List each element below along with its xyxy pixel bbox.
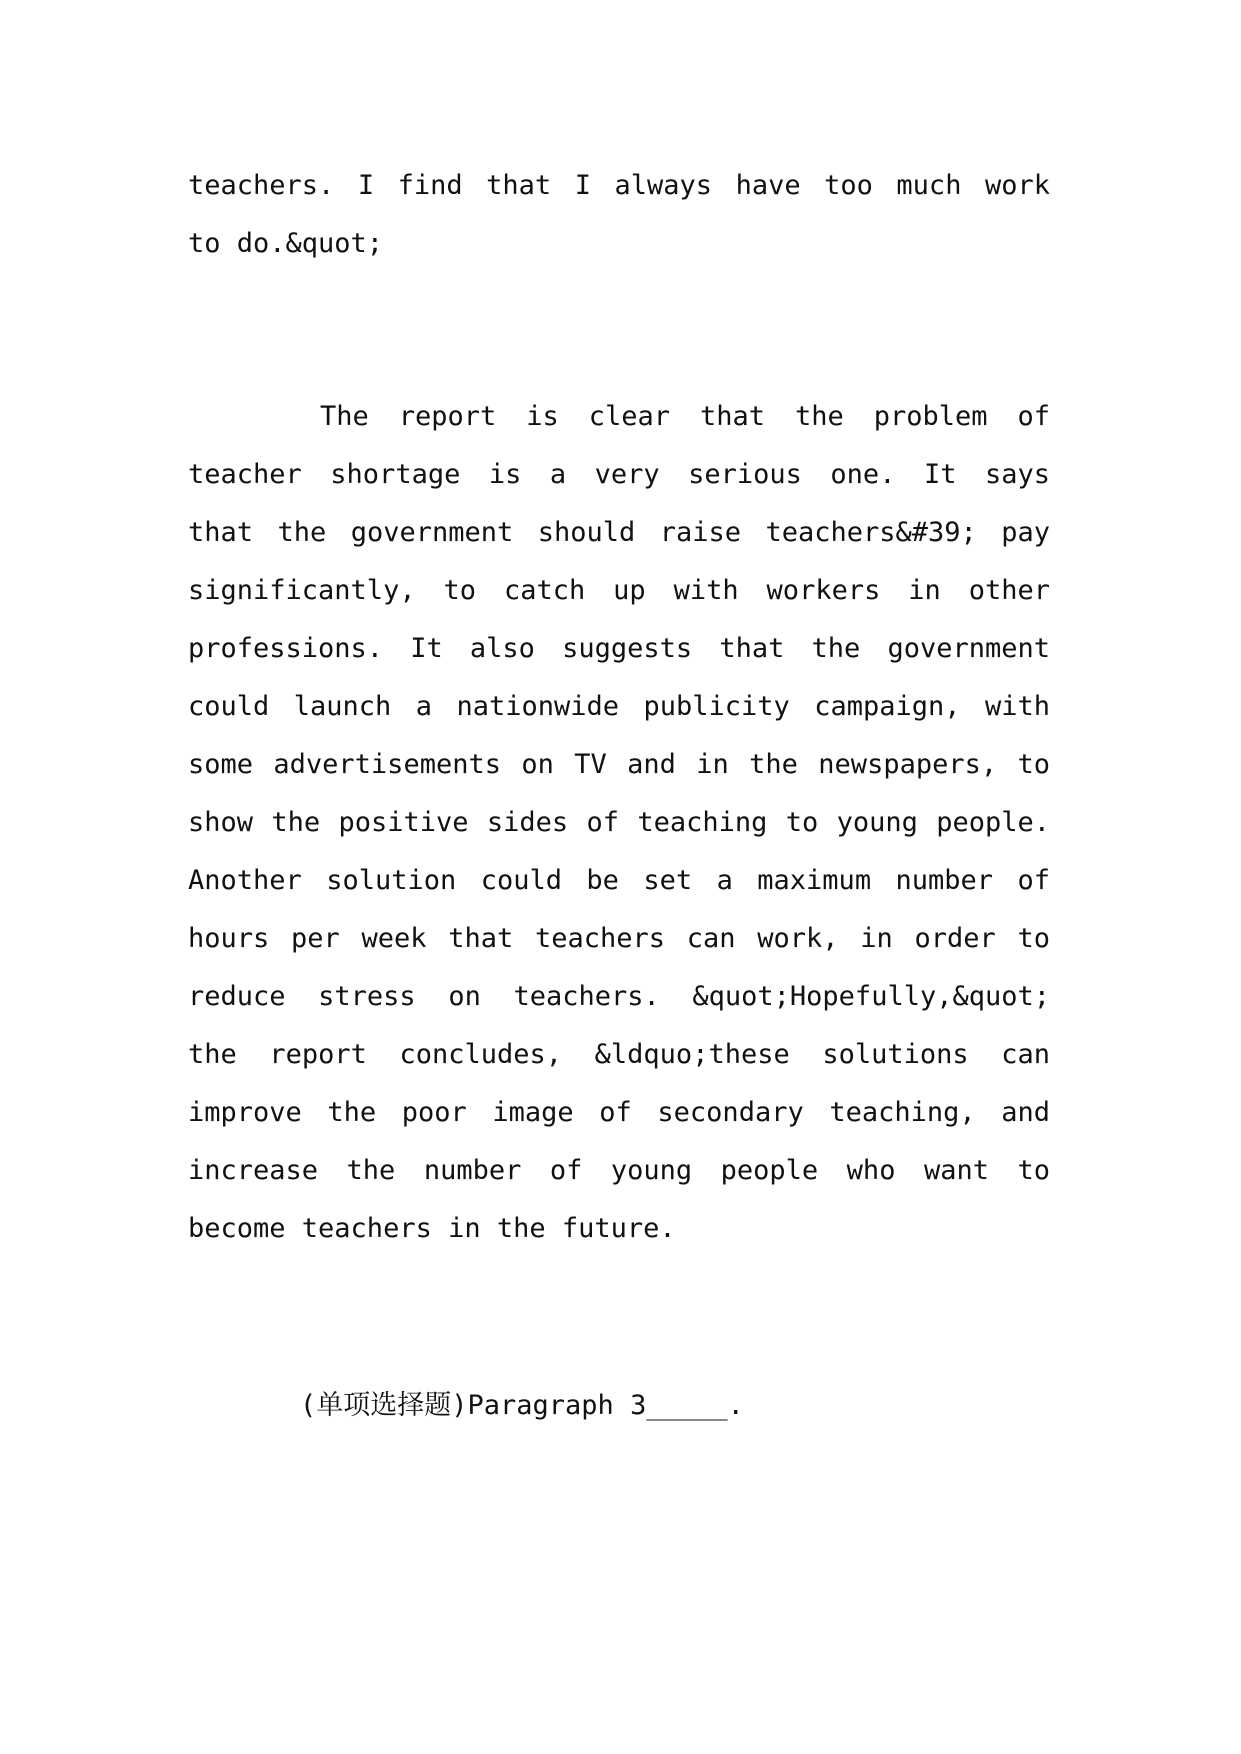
text-line: professions. It also suggests that the government [188,633,1050,664]
text-line: show the positive sides of teaching to young people. [188,807,1050,838]
text-line: the report concludes, &ldquo;these solutions can [188,1039,1050,1070]
text-line: improve the poor image of secondary teaching, and [188,1097,1050,1128]
text-line: Another solution could be set a maximum number of [188,865,1050,896]
text-line: teacher shortage is a very serious one. It says [188,459,1050,490]
text-line: hours per week that teachers can work, in order to [188,923,1050,954]
text-line: reduce stress on teachers. &quot;Hopefully,&quot; [188,981,1050,1012]
text-line: could launch a nationwide publicity campaign, with [188,691,1050,722]
text-line: teachers. I find that I always have too much work [188,170,1050,201]
text-line: increase the number of young people who want to [188,1155,1050,1186]
text-line: The report is clear that the problem of [320,401,1050,432]
text-line: become teachers in the future. [188,1213,676,1244]
text-line: some advertisements on TV and in the newspapers, to [188,749,1050,780]
text-line: significantly, to catch up with workers in other [188,575,1050,606]
text-line: that the government should raise teachers&#39; pay [188,517,1050,548]
text-line: to do.&quot; [188,228,384,259]
question-prompt: (单项选择题)Paragraph 3_____. [300,1390,744,1421]
